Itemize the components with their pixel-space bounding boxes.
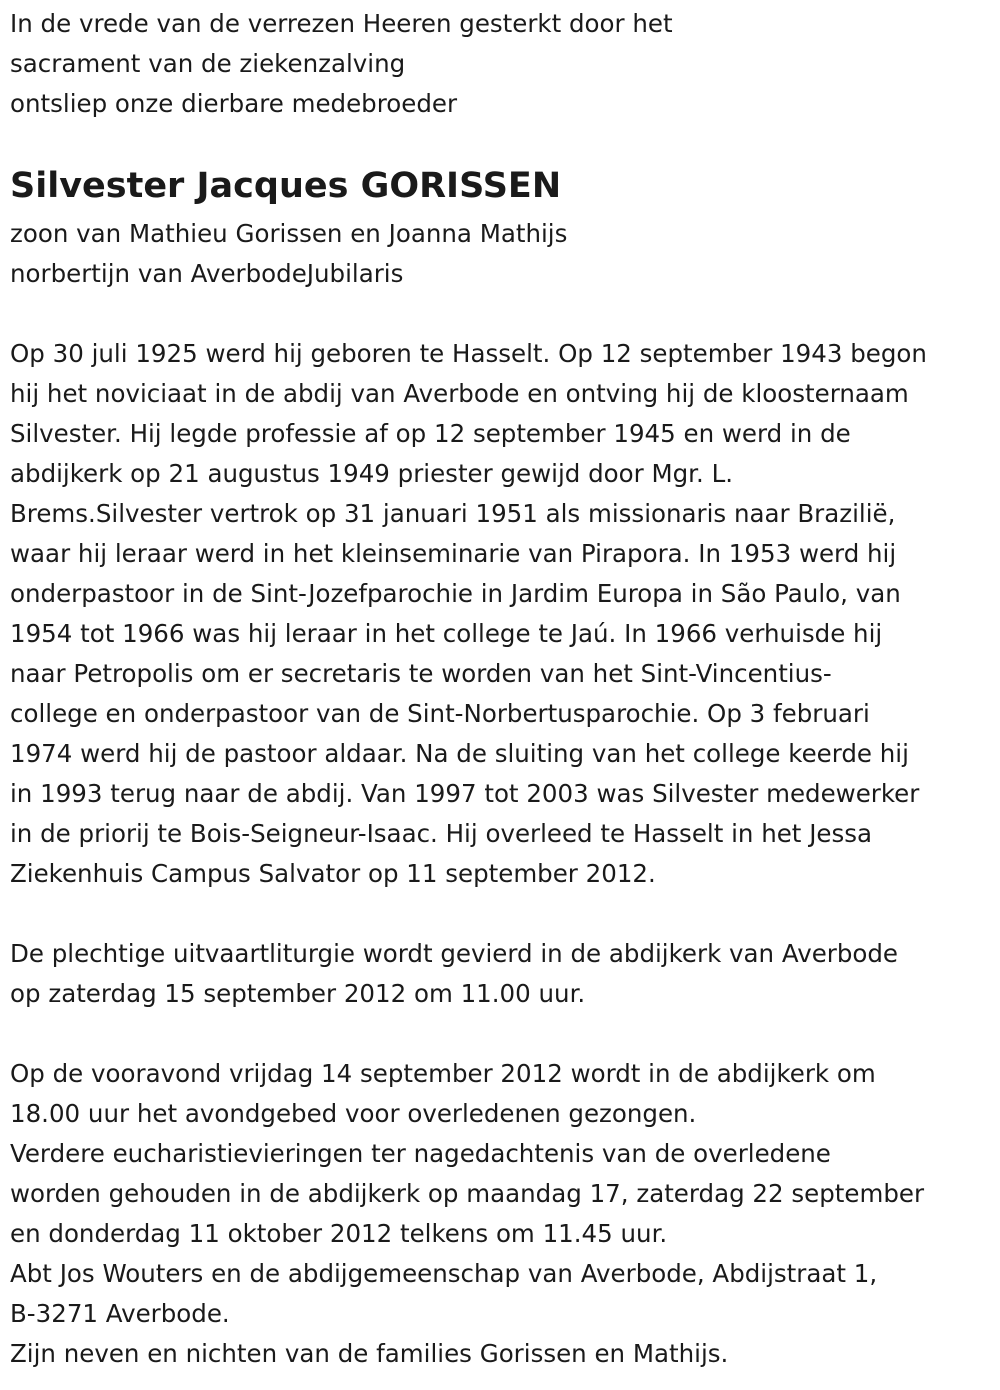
biography-line: onderpastoor in de Sint-Jozefparochie in Jardim Europa in São Paulo, van [10, 579, 901, 608]
closing-line: en donderdag 11 oktober 2012 telkens om 11.45 uur. [10, 1219, 668, 1248]
intro-line: ontsliep onze dierbare medebroeder [10, 89, 458, 118]
parents-paragraph [10, 214, 567, 294]
intro-line: In de vrede van de verrezen Heeren gesterkt door het [10, 9, 673, 38]
biography-line: 1974 werd hij de pastoor aldaar. Na de sluiting van het college keerde hij [10, 739, 909, 768]
biography-line: 1954 tot 1966 was hij leraar in het college te Jaú. In 1966 verhuisde hij [10, 619, 883, 648]
biography-line: in de priorij te Bois-Seigneur-Isaac. Hij overleed te Hasselt in het Jessa [10, 819, 873, 848]
biography-line: waar hij leraar werd in het kleinseminarie van Pirapora. In 1953 werd hij [10, 539, 897, 568]
closing-line: Abt Jos Wouters en de abdijgemeenschap van Averbode, Abdijstraat 1, [10, 1259, 878, 1288]
closing-line: Op de vooravond vrijdag 14 september 2012 wordt in de abdijkerk om [10, 1059, 876, 1088]
biography-line: Silvester. Hij legde professie af op 12 september 1945 en werd in de [10, 419, 851, 448]
closing-line: worden gehouden in de abdijkerk op maandag 17, zaterdag 22 september [10, 1179, 925, 1208]
biography-line: naar Petropolis om er secretaris te worden van het Sint-Vincentius- [10, 659, 832, 688]
parents-line: norbertijn van AverbodeJubilaris [10, 259, 404, 288]
biography-line: Ziekenhuis Campus Salvator op 11 september 2012. [10, 859, 656, 888]
biography-line: college en onderpastoor van de Sint-Norbertusparochie. Op 3 februari [10, 699, 870, 728]
biography-line: Brems.Silvester vertrok op 31 januari 1951 als missionaris naar Brazilië, [10, 499, 896, 528]
funeral-line: De plechtige uitvaartliturgie wordt gevierd in de abdijkerk van Averbode [10, 939, 899, 968]
funeral-paragraph [10, 934, 898, 1014]
biography-line: abdijkerk op 21 augustus 1949 priester gewijd door Mgr. L. [10, 459, 734, 488]
biography-line: Op 30 juli 1925 werd hij geboren te Hasselt. Op 12 september 1943 begon [10, 339, 927, 368]
closing-line: 18.00 uur het avondgebed voor overledenen gezongen. [10, 1099, 697, 1128]
closing-paragraph [10, 1054, 924, 1374]
intro-line: sacrament van de ziekenzalving [10, 49, 406, 78]
biography-line: hij het noviciaat in de abdij van Averbode en ontving hij de kloosternaam [10, 379, 909, 408]
intro-paragraph [10, 4, 673, 124]
biography-paragraph [10, 334, 927, 894]
biography-line: in 1993 terug naar de abdij. Van 1997 tot 2003 was Silvester medewerker [10, 779, 920, 808]
funeral-line: op zaterdag 15 september 2012 om 11.00 uur. [10, 979, 586, 1008]
parents-line: zoon van Mathieu Gorissen en Joanna Mathijs [10, 219, 568, 248]
closing-line: Zijn neven en nichten van de families Gorissen en Mathijs. [10, 1339, 729, 1368]
closing-line: B-3271 Averbode. [10, 1299, 230, 1328]
closing-line: Verdere eucharistievieringen ter nagedachtenis van de overledene [10, 1139, 831, 1168]
deceased-name: Silvester Jacques GORISSEN [10, 166, 562, 206]
